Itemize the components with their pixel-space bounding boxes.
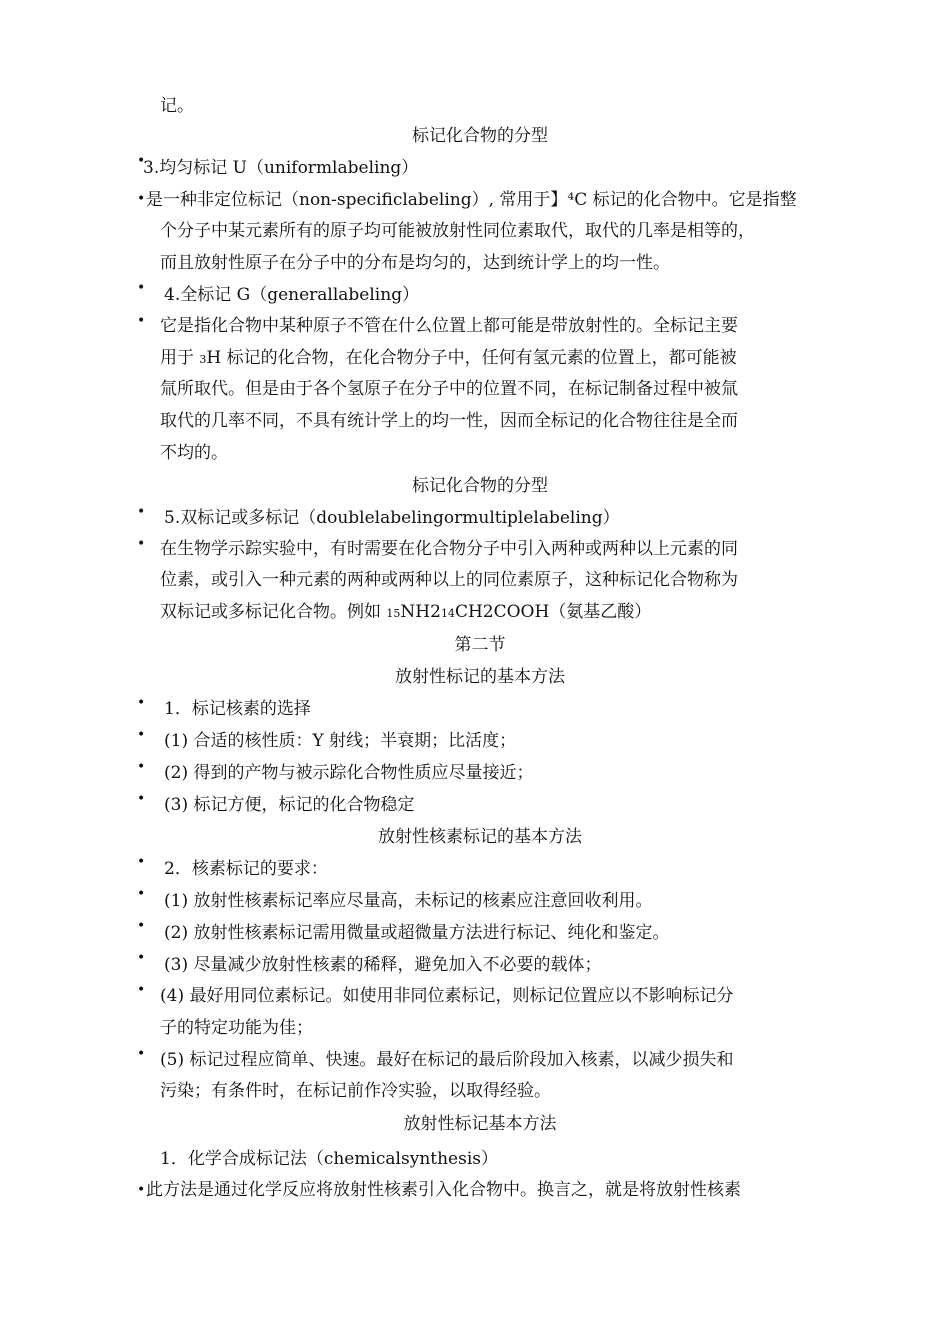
text-line: 5.双标记或多标记（doublelabelingormultiplelabeling） <box>164 508 620 528</box>
text-line: (3) 尽量减少放射性核素的稀释，避免加入不必要的载体； <box>164 955 602 975</box>
bullet-icon: • <box>137 1046 146 1062</box>
bullet-icon: • <box>137 854 146 870</box>
text-line: 3.均匀标记 U（uniformlabeling） <box>143 158 419 178</box>
text-line: (1) 合适的核性质：Y 射线；半衰期；比活度； <box>164 731 517 751</box>
text-line: 污染；有条件时，在标记前作冷实验，以取得经验。 <box>160 1081 551 1101</box>
text-line: (3) 标记方便，标记的化合物稳定 <box>164 795 415 815</box>
section-heading: 标记化合物的分型 <box>412 126 548 146</box>
text-line: 个分子中某元素所有的原子均可能被放射性同位素取代，取代的几率是相等的， <box>160 221 755 241</box>
bullet-icon: • <box>137 191 146 207</box>
text-line: 在生物学示踪实验中，有时需要在化合物分子中引入两种或两种以上元素的同 <box>160 539 738 559</box>
bullet-icon: • <box>137 313 146 329</box>
text-line: 1．化学合成标记法（chemicalsynthesis） <box>160 1149 498 1169</box>
bullet-icon: • <box>137 280 146 296</box>
bullet-icon: • <box>137 727 146 743</box>
text-line: (5) 标记过程应简单、快速。最好在标记的最后阶段加入核素，以减少损失和 <box>160 1050 734 1070</box>
text-line: 是一种非定位标记（non-specificlabeling）, 常用于】⁴C 标记的化合物中。它是指整 <box>146 190 797 210</box>
text-line: 子的特定功能为佳； <box>160 1018 313 1038</box>
text-line: 此方法是通过化学反应将放射性核素引入化合物中。换言之，就是将放射性核素 <box>146 1180 741 1200</box>
bullet-icon: • <box>137 791 146 807</box>
text-line: (1) 放射性核素标记率应尽量高，未标记的核素应注意回收利用。 <box>164 891 653 911</box>
bullet-icon: • <box>137 536 146 552</box>
text-line: (4) 最好用同位素标记。如使用非同位素标记，则标记位置应以不影响标记分 <box>160 986 734 1006</box>
section-heading: 放射性核素标记的基本方法 <box>378 827 582 847</box>
text-line: (2) 放射性核素标记需用微量或超微量方法进行标记、纯化和鉴定。 <box>164 923 670 943</box>
text-line: 而且放射性原子在分子中的分布是均匀的，达到统计学上的均一性。 <box>160 253 670 273</box>
text-line: (2) 得到的产物与被示踪化合物性质应尽量接近； <box>164 763 534 783</box>
bullet-icon: • <box>137 759 146 775</box>
text-line: 它是指化合物中某种原子不管在什么位置上都可能是带放射性的。全标记主要 <box>160 316 738 336</box>
bullet-icon: • <box>137 950 146 966</box>
section-heading: 放射性标记基本方法 <box>403 1114 557 1134</box>
bullet-icon: • <box>137 153 146 169</box>
text-line: 1．标记核素的选择 <box>164 699 311 719</box>
bullet-icon: • <box>137 982 146 998</box>
bullet-icon: • <box>137 886 146 902</box>
text-line: 位素，或引入一种元素的两种或两种以上的同位素原子，这种标记化合物称为 <box>160 570 738 590</box>
text-line: 不均的。 <box>160 443 228 463</box>
text-line: 2．核素标记的要求： <box>164 859 328 879</box>
text-line: 4.全标记 G（generallabeling） <box>164 285 420 305</box>
text-line: 用于 3H 标记的化合物，在化合物分子中，任何有氢元素的位置上，都可能被 <box>160 348 737 368</box>
text-line: 记。 <box>160 96 194 116</box>
bullet-icon: • <box>137 504 146 520</box>
section-heading: 放射性标记的基本方法 <box>395 667 565 687</box>
section-heading: 第二节 <box>454 635 506 655</box>
bullet-icon: • <box>137 695 146 711</box>
text-line: 氚所取代。但是由于各个氢原子在分子中的位置不同，在标记制备过程中被氚 <box>160 379 738 399</box>
section-heading: 标记化合物的分型 <box>412 476 548 496</box>
text-line: 取代的几率不同，不具有统计学上的均一性，因而全标记的化合物往往是全而 <box>160 411 738 431</box>
bullet-icon: • <box>137 918 146 934</box>
text-line: 双标记或多标记化合物。例如 15NH214CH2COOH（氨基乙酸） <box>160 602 652 622</box>
bullet-icon: • <box>137 1182 146 1198</box>
